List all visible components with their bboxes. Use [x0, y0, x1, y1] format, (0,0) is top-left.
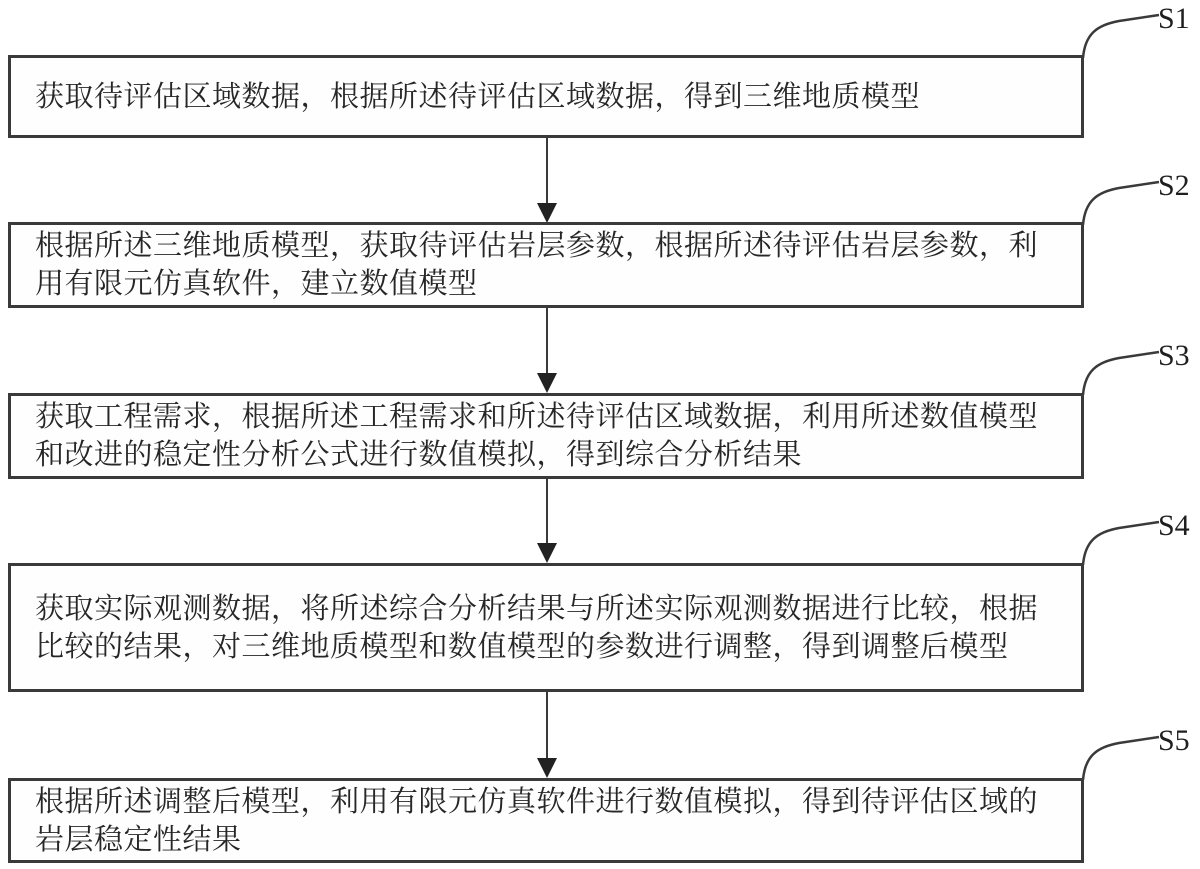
- step-text-s1: 获取待评估区域数据，根据所述待评估区域数据，得到三维地质模型: [35, 80, 921, 113]
- arrow-head-icon: [537, 543, 557, 563]
- flow-arrow-1: [536, 138, 558, 223]
- leader-curve-s5: [1081, 734, 1161, 780]
- arrow-head-icon: [537, 373, 557, 393]
- step-text-s3: 获取工程需求，根据所述工程需求和所述待评估区域数据，利用所述数值模型和改进的稳定性分析公式进行数值模拟，得到综合分析结果: [35, 401, 1039, 471]
- step-box-s4: [8, 563, 1084, 692]
- step-label-s4: S4: [1158, 509, 1190, 542]
- step-label-s5: S5: [1158, 724, 1190, 757]
- step-box-s2: [8, 222, 1084, 308]
- leader-curve-s3: [1081, 349, 1161, 395]
- leader-curve-s1: [1081, 12, 1161, 58]
- arrow-head-icon: [537, 203, 557, 223]
- step-box-s1: [8, 55, 1084, 138]
- step-label-s1: S1: [1158, 2, 1190, 35]
- step-text-s4: 获取实际观测数据，将所述综合分析结果与所述实际观测数据进行比较，根据比较的结果，对三维地质模型和数值模型的参数进行调整，得到调整后模型: [35, 592, 1039, 663]
- step-label-s3: S3: [1158, 339, 1190, 372]
- flow-arrow-4: [536, 692, 558, 778]
- leader-curve-s2: [1081, 179, 1161, 225]
- flow-arrow-3: [536, 479, 558, 563]
- step-text-s5: 根据所述调整后模型，利用有限元仿真软件进行数值模拟，得到待评估区域的岩层稳定性结果: [35, 785, 1039, 856]
- leader-curve-s4: [1081, 519, 1161, 565]
- arrow-head-icon: [537, 758, 557, 778]
- step-box-s5: [8, 778, 1084, 863]
- step-label-s2: S2: [1158, 169, 1190, 202]
- step-text-s2: 根据所述三维地质模型，获取待评估岩层参数，根据所述待评估岩层参数，利用有限元仿真软件，建立数值模型: [35, 230, 1039, 300]
- step-box-s3: [8, 393, 1084, 479]
- flow-arrow-2: [536, 308, 558, 393]
